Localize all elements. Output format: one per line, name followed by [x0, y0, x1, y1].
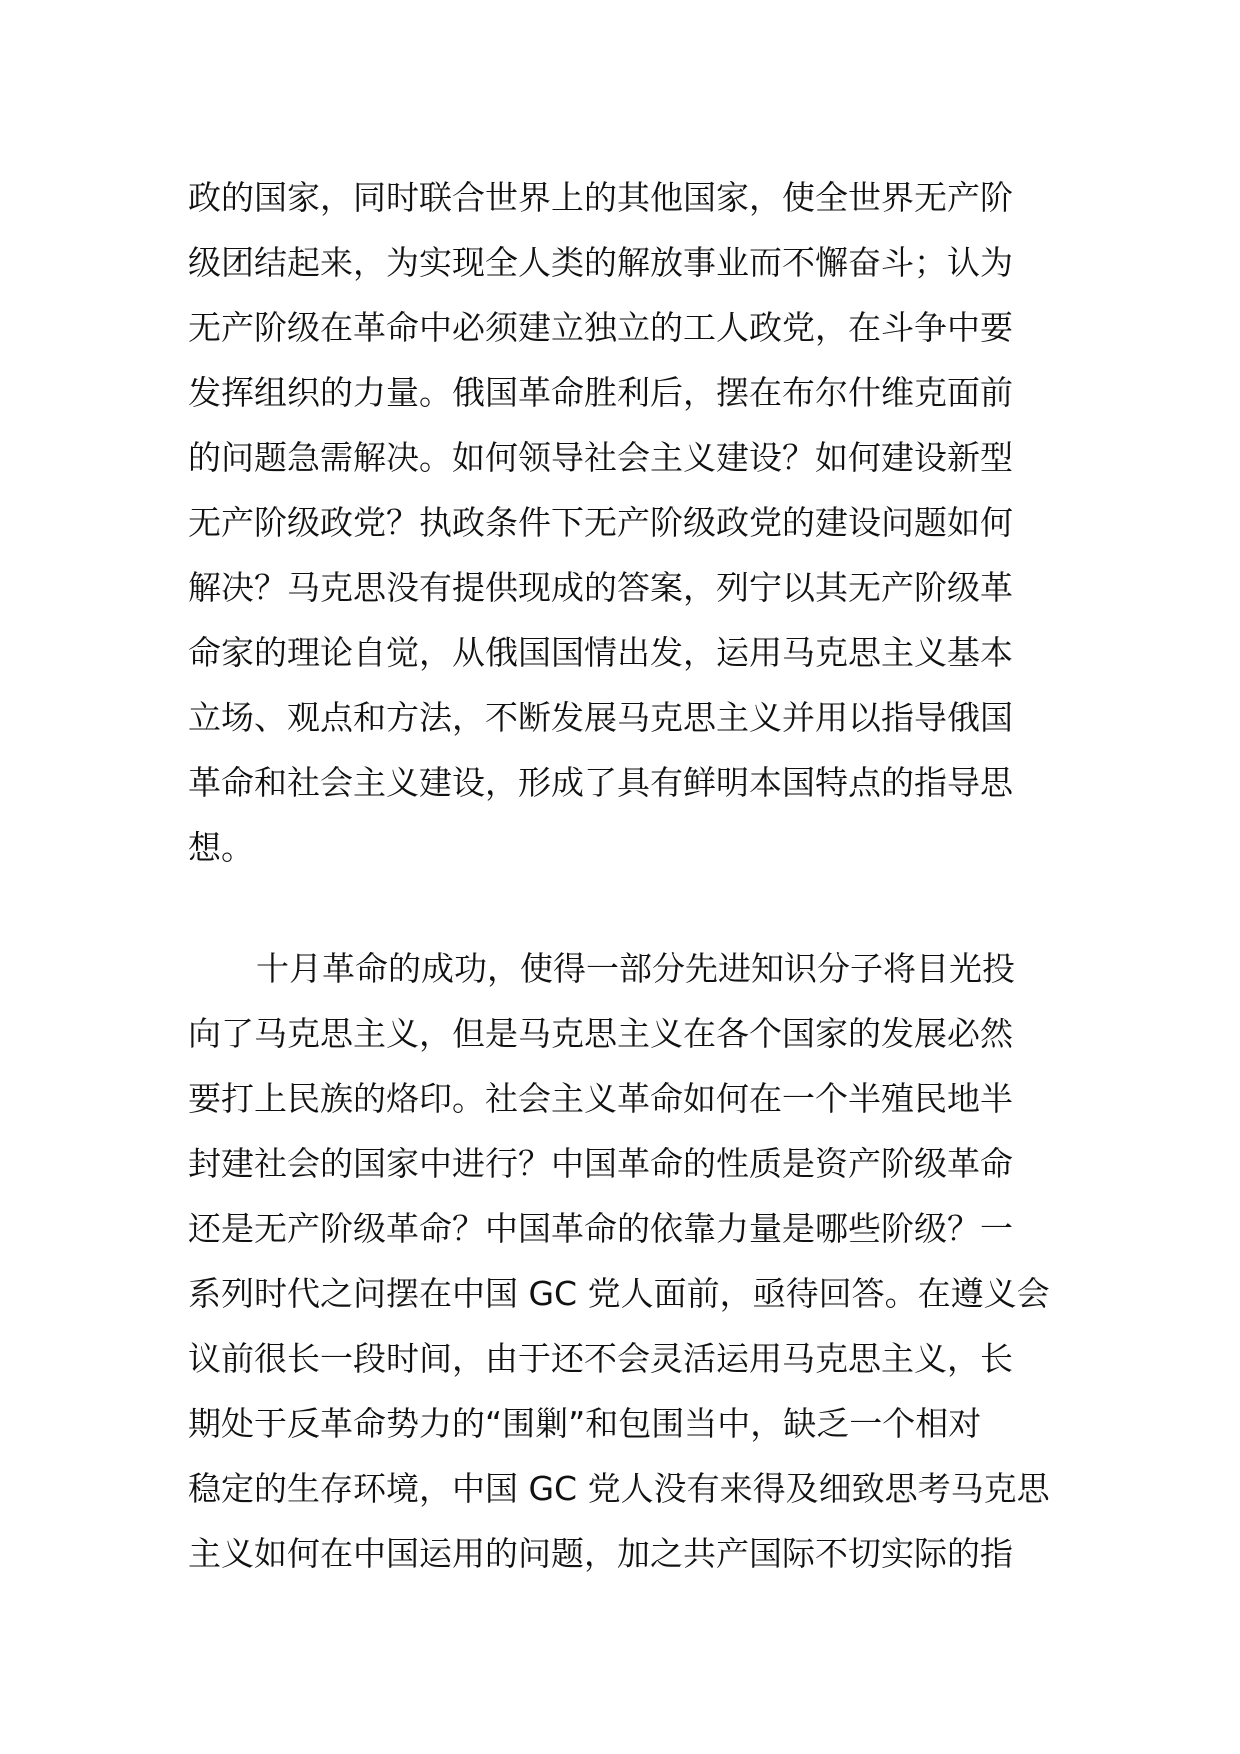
paragraph-line: 要打上民族的烙印。社会主义革命如何在一个半殖民地半 — [188, 1079, 1013, 1118]
paragraph-line: 的问题急需解决。如何领导社会主义建设？如何建设新型 — [188, 438, 1013, 477]
paragraph-line: 革命和社会主义建设，形成了具有鲜明本国特点的指导思 — [188, 763, 1013, 802]
paragraph-line: 命家的理论自觉，从俄国国情出发，运用马克思主义基本 — [188, 633, 1013, 672]
paragraph-line: 发挥组织的力量。俄国革命胜利后，摆在布尔什维克面前 — [188, 373, 1013, 412]
paragraph-line: 想。 — [188, 828, 254, 867]
paragraph-line: 期处于反革命势力的“围剿”和包围当中，缺乏一个相对 — [188, 1404, 982, 1443]
paragraph-line: 立场、观点和方法，不断发展马克思主义并用以指导俄国 — [188, 698, 1013, 737]
paragraph-line: 系列时代之问摆在中国 GC 党人面前，亟待回答。在遵义会 — [188, 1274, 1050, 1313]
paragraph-1 — [188, 165, 1068, 880]
paragraph-2 — [188, 936, 1068, 1586]
paragraph-line: 十月革命的成功，使得一部分先进知识分子将目光投 — [256, 949, 1015, 988]
paragraph-line: 还是无产阶级革命？中国革命的依靠力量是哪些阶级？一 — [188, 1209, 1013, 1248]
paragraph-line: 封建社会的国家中进行？中国革命的性质是资产阶级革命 — [188, 1144, 1013, 1183]
paragraph-line: 政的国家，同时联合世界上的其他国家，使全世界无产阶 — [188, 178, 1013, 217]
paragraph-line: 无产阶级政党？执政条件下无产阶级政党的建设问题如何 — [188, 503, 1013, 542]
paragraph-line: 解决？马克思没有提供现成的答案，列宁以其无产阶级革 — [188, 568, 1013, 607]
paragraph-line: 主义如何在中国运用的问题，加之共产国际不切实际的指 — [188, 1534, 1013, 1573]
paragraph-line: 级团结起来，为实现全人类的解放事业而不懈奋斗；认为 — [188, 243, 1013, 282]
paragraph-line: 稳定的生存环境，中国 GC 党人没有来得及细致思考马克思 — [188, 1469, 1050, 1508]
paragraph-line: 议前很长一段时间，由于还不会灵活运用马克思主义，长 — [188, 1339, 1013, 1378]
paragraph-line: 无产阶级在革命中必须建立独立的工人政党，在斗争中要 — [188, 308, 1013, 347]
paragraph-line: 向了马克思主义，但是马克思主义在各个国家的发展必然 — [188, 1014, 1013, 1053]
